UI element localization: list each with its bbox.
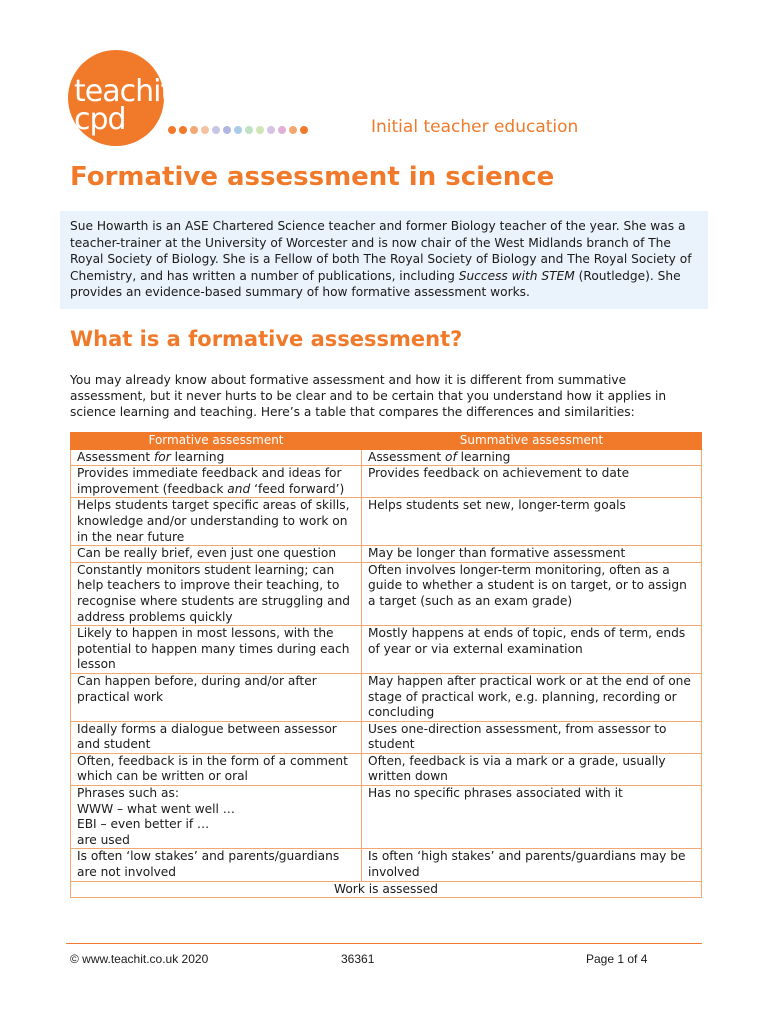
cell-formative: Helps students target specific areas of skills, knowledge and/or understanding to work on in the near future xyxy=(71,498,362,546)
cell-summative: Has no specific phrases associated with it xyxy=(362,786,702,849)
decorative-dot xyxy=(234,126,242,134)
footer-divider xyxy=(66,943,702,944)
header-tagline: Initial teacher education xyxy=(371,117,579,137)
header-formative: Formative assessment xyxy=(71,433,362,450)
cell-text: Assessment xyxy=(77,449,154,464)
table-row xyxy=(71,546,702,563)
phrase-line: WWW – what went well … xyxy=(77,801,235,816)
table-row xyxy=(71,849,702,881)
page-title: Formative assessment in science xyxy=(70,162,555,192)
footer-copyright: © www.teachit.co.uk 2020 xyxy=(70,952,209,966)
footer-page-number: Page 1 of 4 xyxy=(586,952,648,966)
decorative-dot xyxy=(300,126,308,134)
cell-formative-phrases xyxy=(71,786,362,849)
cell-text: Assessment xyxy=(368,449,445,464)
table-row xyxy=(71,721,702,753)
header-summative: Summative assessment xyxy=(362,433,702,450)
table-row xyxy=(71,449,702,466)
decorative-dot xyxy=(201,126,209,134)
cell-formative: Likely to happen in most lessons, with the potential to happen many times during each lesson xyxy=(71,626,362,674)
intro-paragraph: You may already know about formative assessment and how it is different from summative assessment, but it never hurts to be clear and to be certain that you understand how it applies in science learning and teaching. Here’s a table that compares the differences and similarities: xyxy=(70,373,667,419)
cell-formative: Can be really brief, even just one question xyxy=(71,546,362,563)
decorative-dot xyxy=(168,126,176,134)
table-row xyxy=(71,626,702,674)
cell-formative: Ideally forms a dialogue between assessor and student xyxy=(71,721,362,753)
decorative-dot xyxy=(212,126,220,134)
cell-summative: Mostly happens at ends of topic, ends of term, ends of year or via external examination xyxy=(362,626,702,674)
decorative-dot xyxy=(267,126,275,134)
decorative-dot xyxy=(179,126,187,134)
cell-summative: Often involves longer-term monitoring, often as a guide to whether a student is on target, or to assign a target (such as an exam grade) xyxy=(362,562,702,625)
table-row xyxy=(71,562,702,625)
cell-text: learning xyxy=(170,449,225,464)
section-heading: What is a formative assessment? xyxy=(70,327,463,351)
table-row xyxy=(71,498,702,546)
cell-summative: Helps students set new, longer-term goals xyxy=(362,498,702,546)
decorative-dot xyxy=(278,126,286,134)
cell-text: Provides immediate feedback and ideas for improvement (feedback xyxy=(77,466,342,496)
table-header-row xyxy=(71,433,702,450)
footer-code: 36361 xyxy=(341,952,375,966)
table-row xyxy=(71,673,702,721)
cell-summative: Is often ‘high stakes’ and parents/guardians may be involved xyxy=(362,849,702,881)
cell-summative: Provides feedback on achievement to date xyxy=(362,466,702,498)
decorative-dot xyxy=(190,126,198,134)
logo-line-cpd: cpd xyxy=(74,102,126,137)
phrase-line: are used xyxy=(77,832,130,847)
table-row xyxy=(71,466,702,498)
cell-text: learning xyxy=(456,449,511,464)
cell-formative xyxy=(71,449,362,466)
decorative-dot xyxy=(289,126,297,134)
decorative-dot xyxy=(256,126,264,134)
cell-formative: Is often ‘low stakes’ and parents/guardians are not involved xyxy=(71,849,362,881)
cell-emphasis: of xyxy=(444,449,457,464)
cell-formative: Often, feedback is in the form of a comment which can be written or oral xyxy=(71,753,362,785)
decorative-dot xyxy=(223,126,231,134)
intro-book-title: Success with STEM xyxy=(458,268,575,283)
cell-formative: Constantly monitors student learning; can help teachers to improve their teaching, to recognise where students are struggling and address problems quickly xyxy=(71,562,362,625)
phrase-line: Phrases such as: xyxy=(77,786,179,801)
phrase-line: EBI – even better if … xyxy=(77,817,210,832)
author-intro-box xyxy=(60,211,708,309)
cell-formative xyxy=(71,466,362,498)
cell-text: ‘feed forward’) xyxy=(250,481,345,496)
table-row-shared xyxy=(71,881,702,898)
decorative-dot xyxy=(245,126,253,134)
table-row xyxy=(71,786,702,849)
cell-emphasis: and xyxy=(227,481,251,496)
intro-text-before: Sue Howarth is an ASE Chartered Science teacher and former Biology teacher of the year. She was a teacher-trainer at the University of Worcester and is now chair of the West Midlands branch of The Royal Society of Biology. She is a Fellow of both The Royal Society of Biology and The Royal Society of Chemistry, and has written a number of publications, including xyxy=(70,219,692,283)
logo-line-teachit: teachit xyxy=(74,74,172,109)
cell-summative: May happen after practical work or at the end of one stage of practical work, e.g. planning, recording or concluding xyxy=(362,673,702,721)
comparison-table xyxy=(70,432,702,898)
cell-formative: Can happen before, during and/or after practical work xyxy=(71,673,362,721)
decorative-dots xyxy=(168,124,308,136)
logo-wordmark xyxy=(74,74,172,137)
cell-summative: May be longer than formative assessment xyxy=(362,546,702,563)
table-row xyxy=(71,753,702,785)
intro-text-after: (Routledge). She provides an evidence-based summary of how formative assessment works. xyxy=(70,268,681,299)
cell-shared: Work is assessed xyxy=(71,881,702,898)
cell-emphasis: for xyxy=(153,449,171,464)
cell-summative xyxy=(362,449,702,466)
cell-summative: Uses one-direction assessment, from assessor to student xyxy=(362,721,702,753)
cell-summative: Often, feedback is via a mark or a grade, usually written down xyxy=(362,753,702,785)
